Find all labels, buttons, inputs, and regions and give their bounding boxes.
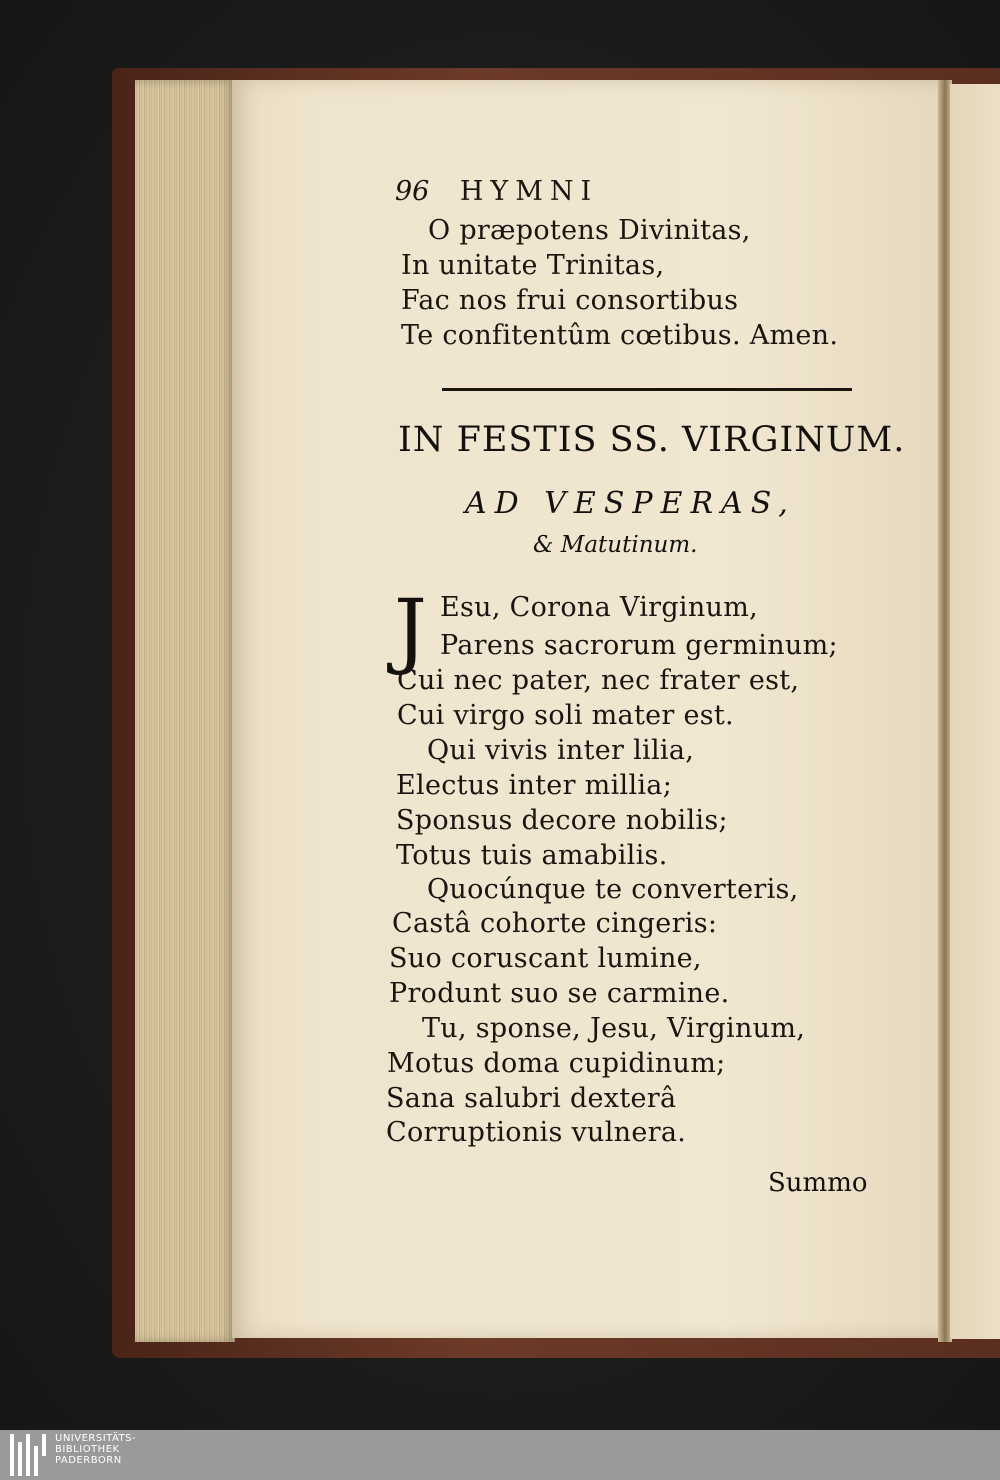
hymn-line: Totus tuis amabilis. <box>396 840 668 871</box>
hymn-line: Cui virgo soli mater est. <box>397 700 734 731</box>
hymn-line: Esu, Corona Virginum, <box>440 592 759 623</box>
footer-bar <box>0 1430 1000 1480</box>
library-name-line: UNIVERSITÄTS- <box>55 1433 137 1444</box>
hymn-line: Sana salubri dexterâ <box>386 1083 677 1114</box>
page-number: 96 <box>395 176 430 207</box>
stanza-line: Te confitentûm cœtibus. Amen. <box>401 320 839 351</box>
stanza-line: In unitate Trinitas, <box>401 250 665 281</box>
section-subheading: AD VESPERAS, <box>465 486 796 521</box>
bleed-through-text <box>840 170 940 1170</box>
page-edges <box>135 80 235 1342</box>
hymn-line: Quocúnque te converteris, <box>427 874 799 905</box>
stanza-line: O præpotens Divinitas, <box>428 215 751 246</box>
hymn-line: Cui nec pater, nec frater est, <box>397 665 800 696</box>
stanza-line: Fac nos frui consortibus <box>401 285 739 316</box>
hymn-line: Motus doma cupidinum; <box>387 1048 726 1079</box>
facing-page <box>950 84 1000 1339</box>
drop-cap: J <box>394 583 427 678</box>
running-title: HYMNI <box>459 176 599 207</box>
hymn-line: Corruptionis vulnera. <box>386 1117 687 1148</box>
hymn-line: Qui vivis inter lilia, <box>427 735 695 766</box>
library-logo-icon <box>10 1434 50 1476</box>
library-name <box>55 1433 136 1466</box>
hymn-line: Sponsus decore nobilis; <box>396 805 728 836</box>
hymn-line: Castâ cohorte cingeris: <box>392 908 718 939</box>
hymn-line: Produnt suo se carmine. <box>389 978 730 1009</box>
hymn-line: Suo coruscant lumine, <box>389 943 702 974</box>
hymn-line: Parens sacrorum germinum; <box>440 630 838 661</box>
page-header <box>395 172 835 208</box>
section-subsubheading: & Matutinum. <box>533 532 698 558</box>
section-heading: IN FESTIS SS. VIRGINUM. <box>398 420 906 460</box>
library-name-line: BIBLIOTHEK <box>55 1444 120 1455</box>
section-divider <box>442 388 852 391</box>
hymn-line: Electus inter millia; <box>396 770 673 801</box>
hymn-line: Tu, sponse, Jesu, Virginum, <box>422 1013 806 1044</box>
catchword: Summo <box>768 1168 868 1198</box>
library-name-line: PADERBORN <box>55 1455 122 1466</box>
